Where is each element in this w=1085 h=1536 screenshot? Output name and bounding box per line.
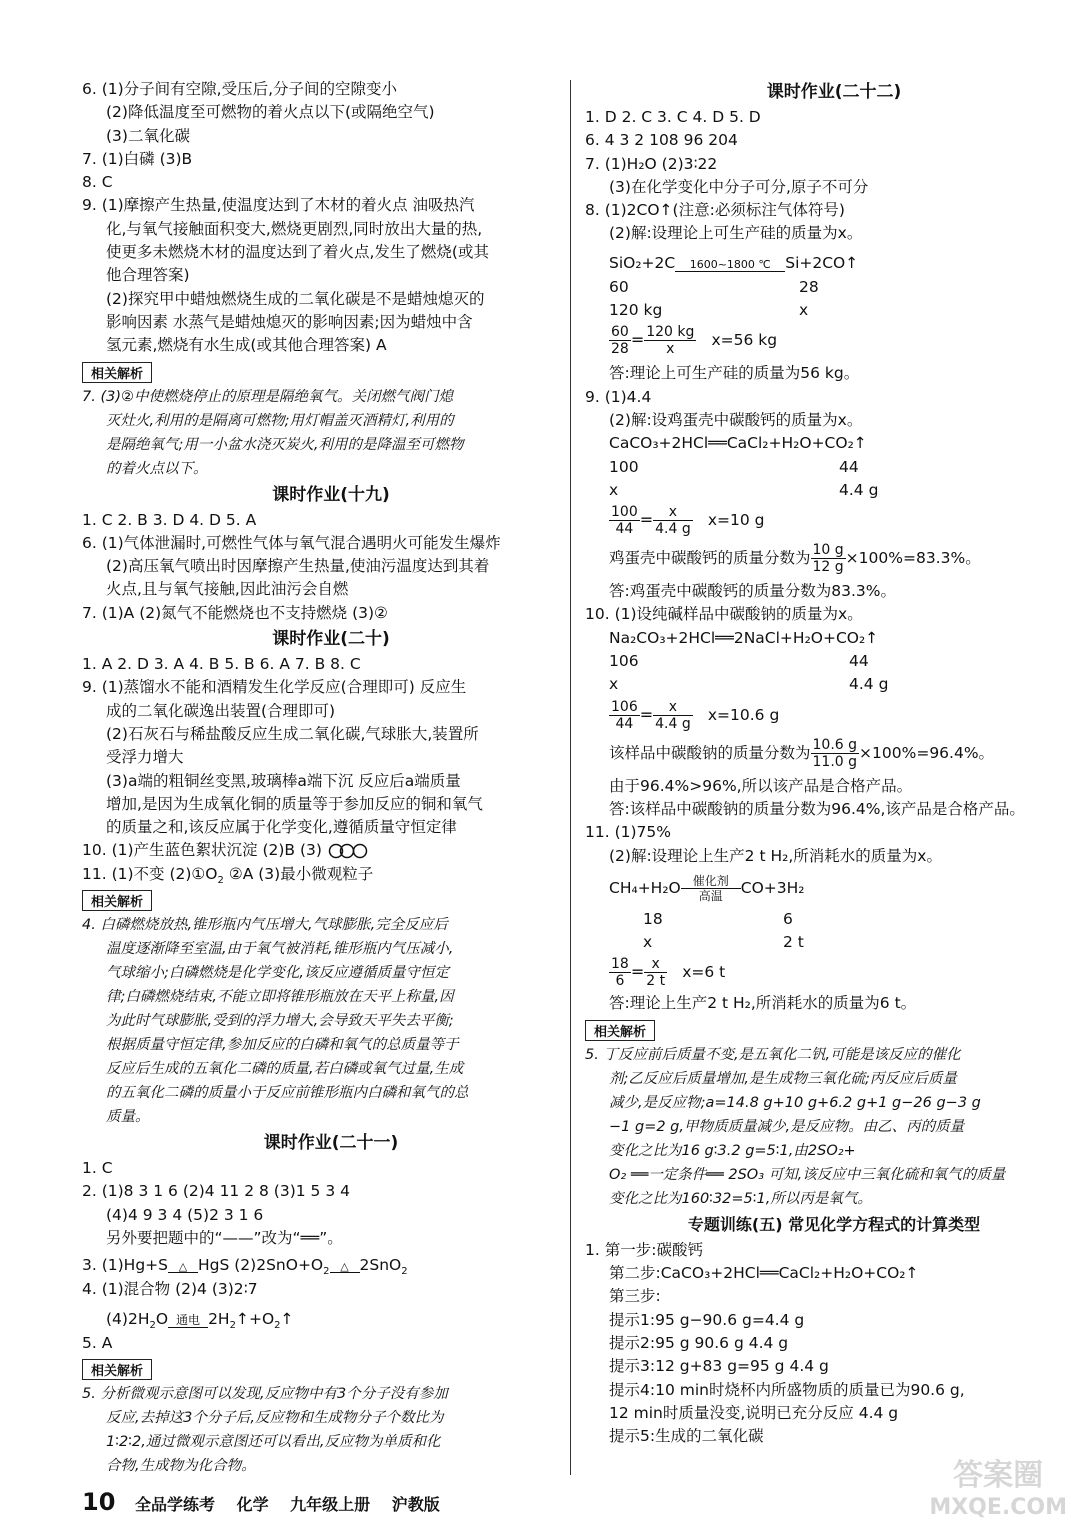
answer-line: 9. (1)4.4: [585, 387, 652, 406]
percentage-text: ×100%=83.3%。: [845, 549, 981, 568]
answer-line: (2)高压氧气喷出时因摩擦产生热量,使油污温度达到其着: [106, 557, 490, 576]
answer-line: (2)解:设鸡蛋壳中碳酸钙的质量为x。: [609, 410, 863, 429]
equation-text: O: [155, 1309, 169, 1328]
equation-text: (4)2H: [106, 1309, 150, 1328]
equation-text: 2SnO: [359, 1256, 402, 1275]
answer-line: 1. A 2. D 3. A 4. B 5. B 6. A 7. B 8. C: [82, 655, 361, 674]
note-line: 为此时气球膨胀,受到的浮力增大,会导致天平失去平衡;: [106, 1013, 454, 1030]
proportion-line: $\frac{18}{6}$ = $\frac{x}{2 t}$ x=6 t: [611, 956, 726, 990]
answer-line: 答:理论上生产2 t H₂,所消耗水的质量为6 t。: [609, 994, 917, 1013]
answer-line: 提示1:95 g−90.6 g=4.4 g: [609, 1310, 805, 1329]
ratio-line: [585, 456, 1063, 479]
answer-line: (3)二氧化碳: [106, 126, 190, 145]
ratio-value: 6: [783, 909, 793, 928]
ratio-line: [585, 276, 1063, 299]
answer-line: 成的二氧化碳逸出装置(合理即可): [106, 701, 336, 720]
answer-line: 8. (1)2CO↑(注意:必须标注气体符号): [585, 201, 845, 220]
note-line: 质量。: [106, 1109, 150, 1126]
ratio-value: 60: [609, 277, 629, 296]
fraction: $\frac{x}{2 t}$: [646, 956, 666, 990]
proportion-line: $\frac{100}{44}$ = $\frac{x}{4.4 g}$ x=10 g: [611, 504, 765, 538]
answer-line: (2)解:设理论上可生产硅的质量为x。: [609, 224, 863, 243]
proportion-line: $\frac{106}{44}$ = $\frac{x}{4.4 g}$ x=10.6 g: [611, 698, 780, 732]
answer-line: 提示5:生成的二氧化碳: [609, 1427, 764, 1446]
answer-line: 5. A: [82, 1333, 113, 1352]
note-line: 灭灶火,利用的是隔离可燃物;用灯帽盖灭酒精灯,利用的: [106, 412, 454, 429]
answer-line: 第二步:CaCO₃+2HCl══CaCl₂+H₂O+CO₂↑: [609, 1264, 919, 1283]
ratio-value: 4.4 g: [849, 675, 889, 694]
answer-line: 氢元素,燃烧有水生成(或其他合理答案) A: [106, 336, 387, 355]
answer-line: 1. 第一步:碳酸钙: [585, 1240, 703, 1259]
percentage-line: [585, 542, 1063, 580]
watermark: [929, 1460, 1067, 1524]
ratio-line: [585, 673, 1063, 696]
page-footer: [82, 1488, 456, 1516]
answer-line: 另外要把题中的“——”改为“══”。: [106, 1228, 343, 1247]
answer-line: 火点,且与氧气接触,因此油污会自燃: [106, 580, 349, 599]
note-line: 根据质量守恒定律,参加反应的白磷和氧气的总质量等于: [106, 1037, 459, 1054]
answer-line: 9. (1)摩擦产生热量,使温度达到了木材的着火点 油吸热汽: [82, 196, 475, 215]
answer-line: [82, 839, 560, 862]
note-line: 律;白磷燃烧结束,不能立即将锥形瓶放在天平上称量,因: [106, 989, 454, 1006]
fraction: $\frac{10 g}{12 g}$: [812, 542, 844, 576]
ratio-line: [585, 908, 1063, 931]
answer-line: 1. C: [82, 1159, 113, 1178]
watermark-top: 答案圈: [953, 1458, 1044, 1493]
left-column: [82, 78, 560, 1478]
fraction: $\frac{x}{4.4 g}$: [655, 504, 691, 538]
ratio-line: [585, 299, 1063, 322]
page-number: 10: [82, 1488, 116, 1516]
ratio-line: [585, 931, 1063, 954]
equation-line: Na₂CO₃+2HCl══2NaCl+H₂O+CO₂↑: [609, 628, 879, 647]
fraction: $\frac{10.6 g}{11.0 g}$: [812, 736, 858, 770]
answer-line: (2)石灰石与稀盐酸反应生成二氧化碳,气球胀大,装置所: [106, 724, 479, 743]
ratio-value: 18: [643, 909, 663, 928]
result-text: x=10.6 g: [707, 705, 780, 724]
brand-name: 全品学练考: [134, 1495, 215, 1514]
answer-line: 7. (1)白磷 (3)B: [82, 149, 193, 168]
condition-arrow: △: [168, 1261, 198, 1273]
section-heading: 课时作业(二十二): [766, 82, 902, 102]
note-line: 1∶2∶2,通过微观示意图还可以看出,反应物为单质和化: [106, 1433, 441, 1450]
note-line: 剂;乙反应后质量增加,是生成物三氧化硫;丙反应后质量: [609, 1070, 957, 1087]
fraction: $\frac{x}{4.4 g}$: [655, 698, 691, 732]
answer-line: 2. (1)8 3 1 6 (2)4 11 2 8 (3)1 5 3 4: [82, 1182, 350, 1201]
ratio-value: 44: [839, 457, 859, 476]
result-text: x=6 t: [682, 963, 726, 982]
analysis-tag: 相关解析: [585, 1020, 655, 1041]
note-line: −1 g=2 g,甲物质质量减少,是反应物。由乙、丙的质量: [609, 1118, 965, 1135]
equation-line: [585, 246, 1063, 276]
answer-line: 10. (1)设纯碱样品中碳酸钠的质量为x。: [585, 605, 863, 624]
answer-line: 4. (1)混合物 (2)4 (3)2∶7: [82, 1280, 258, 1299]
equation-text: 3. (1)Hg+S: [82, 1256, 168, 1275]
analysis-tag: 相关解析: [82, 362, 152, 383]
result-text: x=56 kg: [711, 331, 778, 350]
answer-line: 他合理答案): [106, 266, 190, 285]
answer-line: 8. C: [82, 173, 113, 192]
section-heading: 课时作业(二十): [272, 629, 390, 650]
fraction: $\frac{60}{28}$: [611, 324, 629, 358]
answer-line: 6. (1)气体泄漏时,可燃性气体与氧气混合遇明火可能发生爆炸: [82, 533, 501, 552]
answer-line: 化,与氧气接触面积变大,燃烧更剧烈,同时放出大量的热,: [106, 219, 483, 238]
note-line: O₂ ══一定条件══ 2SO₃ 可知,该反应中三氧化硫和氧气的质量: [609, 1166, 1006, 1183]
fraction: $\frac{100}{44}$: [611, 504, 638, 538]
grade: 九年级上册: [290, 1495, 371, 1514]
ratio-value: x: [799, 301, 809, 320]
equation-line: $(4)2H_2O$ 通电 $2H_2↑+O_2↑$: [106, 1309, 294, 1331]
fraction: $\frac{106}{44}$: [611, 698, 638, 732]
answer-line: 11. (1)75%: [585, 823, 671, 842]
answer-text: 10. (1)产生蓝色絮状沉淀 (2)B (3): [82, 841, 322, 860]
answer-line: 9. (1)蒸馏水不能和酒精发生化学反应(合理即可) 反应生: [82, 678, 467, 697]
answer-line: 7. (1)A (2)氮气不能燃烧也不支持燃烧 (3)②: [82, 603, 388, 622]
note-line: 反应,去掉这3个分子后,反应物和生成物分子个数比为: [106, 1409, 444, 1426]
answer-text: 11. (1)不变 (2)①O: [82, 864, 218, 883]
note-line: 减少,是反应物;a=14.8 g+10 g+6.2 g+1 g−26 g−3 g: [609, 1094, 981, 1111]
equation-line: CaCO₃+2HCl══CaCl₂+H₂O+CO₂↑: [609, 434, 867, 453]
equation-text: ↑: [280, 1309, 294, 1328]
equation-text: Si+2CO↑: [785, 253, 859, 272]
watermark-bottom: MXQE.COM: [929, 1495, 1067, 1520]
section-heading: 课时作业(二十一): [263, 1133, 399, 1154]
answer-line: 受浮力增大: [106, 748, 184, 767]
note-line: 5. 丁反应前后质量不变,是五氧化二钒,可能是该反应的催化: [585, 1046, 961, 1063]
equation-text: ↑+O: [235, 1309, 275, 1328]
answer-line: 提示4:10 min时烧杯内所盛物质的质量已为90.6 g,: [609, 1380, 965, 1399]
equation-text: CH₄+H₂O: [609, 878, 681, 897]
edition: 沪教版: [391, 1495, 440, 1514]
condition-arrow: 通电: [168, 1314, 208, 1328]
note-line: 5. 分析微观示意图可以发现,反应物中有3个分子没有参加: [82, 1385, 448, 1402]
answer-line: (3)在化学变化中分子可分,原子不可分: [609, 177, 869, 196]
ratio-value: x: [643, 933, 653, 952]
note-line: 是隔绝氧气;用一小盆水浇灭炭火,利用的是降温至可燃物: [106, 436, 464, 453]
ratio-value: 2 t: [783, 933, 804, 952]
answer-line: 答:鸡蛋壳中碳酸钙的质量分数为83.3%。: [609, 582, 896, 601]
ratio-value: x: [609, 480, 619, 499]
equation-line: [585, 868, 1063, 908]
equation-text: HgS (2)2SnO+O: [198, 1256, 324, 1275]
column-divider: [570, 80, 571, 1475]
condition-arrow: △: [330, 1261, 360, 1273]
answer-line: 第三步:: [609, 1287, 661, 1306]
ratio-line: [585, 650, 1063, 673]
note-line: 合物,生成物为化合物。: [106, 1457, 256, 1474]
section-heading: 专题训练(五) 常见化学方程式的计算类型: [687, 1214, 981, 1234]
section-heading: 课时作业(十九): [272, 484, 390, 505]
answer-line: 1. D 2. C 3. C 4. D 5. D: [585, 108, 761, 126]
analysis-tag: 相关解析: [82, 1359, 152, 1380]
equation-text: SiO₂+2C: [609, 253, 676, 272]
answer-line: 由于96.4%>96%,所以该产品是合格产品。: [609, 776, 913, 795]
equation-text: CO+3H₂: [740, 878, 805, 897]
ratio-value: 106: [609, 652, 639, 671]
ratio-line: [585, 479, 1063, 502]
fraction: $\frac{120 kg}{x}$: [646, 324, 695, 358]
condition-arrow: 催化剂 高温: [681, 874, 741, 903]
note-line: 变化之比为16 g∶3.2 g=5∶1,由2SO₂+: [609, 1142, 856, 1159]
percentage-text: 鸡蛋壳中碳酸钙的质量分数为: [609, 549, 811, 568]
answer-line: 1. C 2. B 3. D 4. D 5. A: [82, 510, 257, 529]
answer-line: (2)解:设理论上生产2 t H₂,所消耗水的质量为x。: [609, 846, 942, 865]
note-line: 7. (3)②中使燃烧停止的原理是隔绝氧气。关闭燃气阀门熄: [82, 388, 453, 405]
analysis-tag: 相关解析: [82, 890, 152, 911]
note-line: 反应后生成的五氧化二磷的质量,若白磷或氧气过量,生成: [106, 1061, 464, 1078]
equation-text: 2H: [208, 1309, 230, 1328]
ratio-value: 4.4 g: [839, 480, 879, 499]
answer-line: 的质量之和,该反应属于化学变化,遵循质量守恒定律: [106, 818, 457, 837]
fraction: $\frac{18}{6}$: [611, 956, 629, 990]
note-line: 温度逐渐降至室温,由于氧气被消耗,锥形瓶内气压减小,: [106, 941, 454, 958]
right-column: [585, 78, 1063, 1448]
ratio-value: 120 kg: [609, 301, 663, 320]
answer-text: ②A (3)最小微观粒子: [228, 864, 374, 883]
answer-line: 增加,是因为生成氧化铜的质量等于参加反应的铜和氧气: [106, 794, 483, 813]
note-line: 气球缩小;白磷燃烧是化学变化,该反应遵循质量守恒定: [106, 965, 449, 982]
answer-line: 6. (1)分子间有空隙,受压后,分子间的空隙变小: [82, 80, 398, 98]
ratio-value: 28: [799, 277, 819, 296]
result-text: x=10 g: [707, 511, 765, 530]
answer-line: 提示3:12 g+83 g=95 g 4.4 g: [609, 1357, 829, 1376]
equation-line: 3. (1)Hg+S △ HgS $(2)2SnO+O_2$ △ 2SnO$_2$: [82, 1256, 408, 1278]
note-line: 变化之比为160∶32=5∶1,所以丙是氧气。: [609, 1190, 872, 1207]
percentage-text: 该样品中碳酸钠的质量分数为: [609, 743, 811, 762]
percentage-line: [585, 737, 1063, 775]
ratio-value: x: [609, 675, 619, 694]
answer-line: 7. (1)H₂O (2)3∶22: [585, 154, 718, 173]
note-line: 的着火点以下。: [106, 460, 208, 477]
ratio-value: 100: [609, 457, 639, 476]
proportion-line: $\frac{60}{28}$ = $\frac{120 kg}{x}$ x=56 kg: [611, 324, 778, 358]
condition-arrow: 1600~1800 ℃: [675, 259, 785, 272]
answer-line: 影响因素 水蒸气是蜡烛熄灭的影响因素;因为蜡烛中含: [106, 312, 473, 331]
answer-line: (2)降低温度至可燃物的着火点以下(或隔绝空气): [106, 103, 435, 122]
note-line: 的五氧化二磷的质量小于反应前锥形瓶内白磷和氧气的总: [106, 1085, 469, 1102]
answer-line: (4)4 9 3 4 (5)2 3 1 6: [106, 1205, 264, 1224]
answer-line: 答:理论上可生产硅的质量为56 kg。: [609, 364, 860, 383]
subject: 化学: [236, 1495, 269, 1514]
answer-line: (2)探究甲中蜡烛燃烧生成的二氧化碳是不是蜡烛熄灭的: [106, 289, 485, 308]
answer-line: (3)a端的粗铜丝变黑,玻璃棒a端下沉 反应后a端质量: [106, 771, 461, 790]
answer-line: 12 min时质量没变,说明已充分反应 4.4 g: [609, 1403, 899, 1422]
answer-line: 提示2:95 g 90.6 g 4.4 g: [609, 1333, 789, 1352]
answer-line: 11. (1)不变 $(2)①O_2$ ②A (3)最小微观粒子: [82, 864, 374, 886]
molecule-icon: [327, 843, 369, 859]
note-line: 4. 白磷燃烧放热,锥形瓶内气压增大,气球膨胀,完全反应后: [82, 917, 448, 934]
answer-line: 使更多未燃烧木材的温度达到了着火点,发生了燃烧(或其: [106, 243, 489, 262]
answer-line: 6. 4 3 2 108 96 204: [585, 131, 738, 150]
percentage-text: ×100%=96.4%。: [859, 743, 995, 762]
ratio-value: 44: [849, 652, 869, 671]
answer-line: 答:该样品中碳酸钠的质量分数为96.4%,该产品是合格产品。: [609, 799, 1025, 818]
